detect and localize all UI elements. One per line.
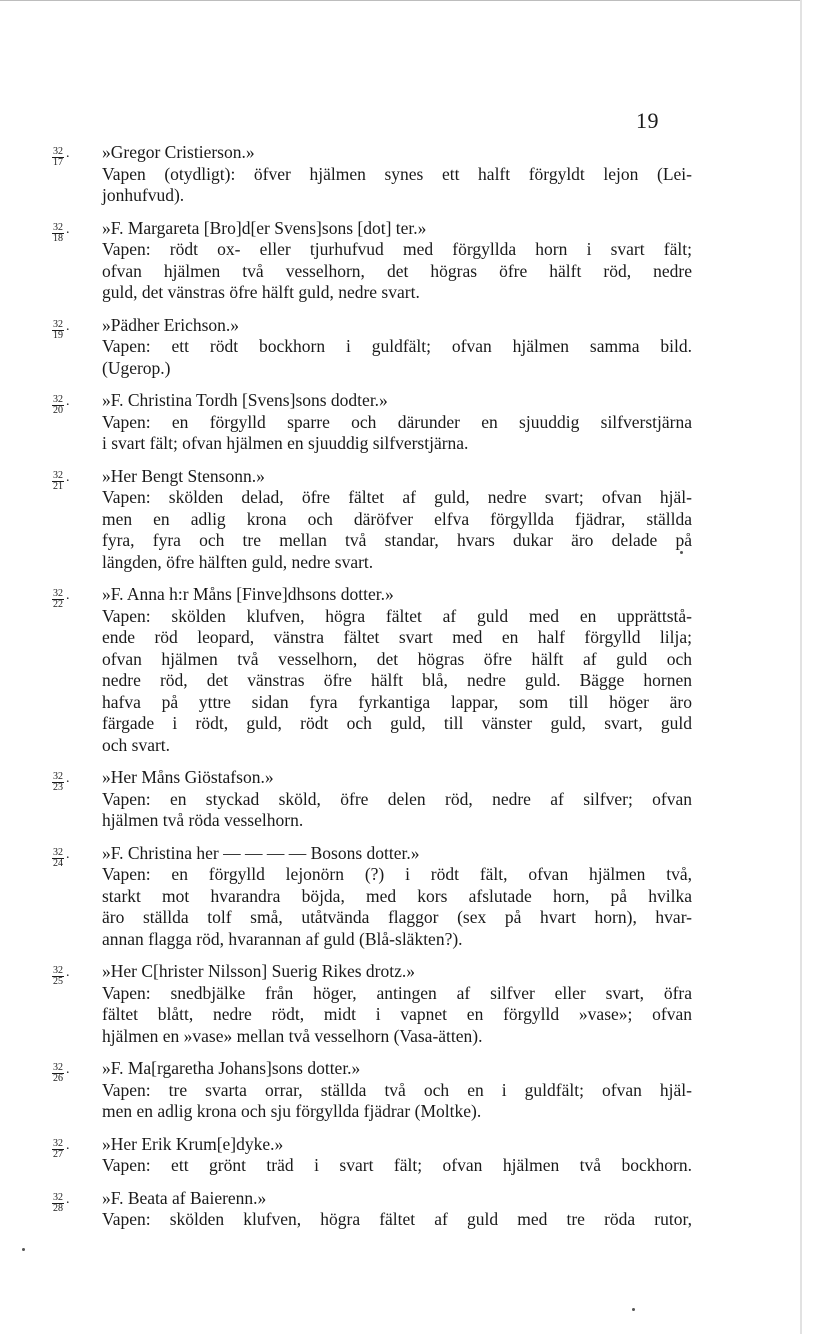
page-number: 19	[636, 108, 659, 133]
entry-number-fraction	[52, 966, 64, 987]
entry-number-fraction	[52, 223, 64, 244]
entry-number-dot: .	[66, 146, 70, 161]
entry-description-line: Vapen (otydligt): öfver hjälmen synes ett halft förgyldt lejon (Lei-	[102, 163, 692, 184]
page-top-edge	[0, 0, 800, 1]
entry-number-dot: .	[66, 318, 70, 334]
entry-number-dot: .	[66, 1191, 70, 1207]
entry-number	[52, 1188, 102, 1231]
entry-number-top: 32	[53, 318, 63, 330]
entry-description-line: i svart fält; ofvan hjälmen en sjuuddig silfverstjärna.	[102, 433, 469, 453]
entry-number-bottom: 21	[53, 480, 63, 492]
entry-body	[102, 1134, 692, 1177]
entry-number	[52, 1058, 102, 1123]
entry-number-dot: .	[66, 469, 70, 485]
entry-number	[52, 843, 102, 951]
entry-description-line: Vapen: skölden klufven, högra fältet af guld med en upprättstå-	[102, 605, 692, 626]
entry-number-top: 32	[53, 771, 63, 782]
entry-number-fraction	[52, 1139, 64, 1160]
entry-body	[102, 315, 692, 380]
entry-number-fraction	[52, 395, 64, 416]
page-right-edge	[800, 0, 802, 1334]
entry-number-bottom: 28	[53, 1202, 63, 1214]
entry-list	[52, 142, 692, 1242]
catalog-entry	[52, 1134, 692, 1177]
catalog-entry	[52, 142, 692, 207]
stray-mark	[22, 1248, 25, 1251]
catalog-entry	[52, 843, 692, 951]
entry-number-top: 32	[53, 965, 63, 976]
entry-number-fraction	[52, 147, 64, 168]
entry-title: »F. Margareta [Bro]d[er Svens]sons [dot] ter.»	[102, 217, 427, 238]
entry-number-fraction	[52, 848, 64, 869]
entry-number-top: 32	[53, 146, 63, 157]
entry-number-fraction	[52, 1193, 64, 1214]
catalog-entry	[52, 315, 692, 380]
entry-body	[102, 843, 692, 951]
entry-description-line: hjälmen en »vase» mellan två vesselhorn (Vasa-ätten).	[102, 1025, 483, 1046]
entry-description-line: längden, öfre hälften guld, nedre svart.	[102, 551, 374, 572]
catalog-entry	[52, 584, 692, 756]
entry-number-bottom: 18	[53, 232, 63, 244]
entry-number	[52, 466, 102, 574]
entry-description-line: jonhufvud).	[102, 185, 185, 205]
entry-body	[102, 218, 692, 304]
entry-number-bottom: 20	[53, 405, 63, 416]
entry-title: »F. Christina Tordh [Svens]sons dodter.»	[102, 390, 388, 410]
entry-description-line: men en adlig krona och däröfver elfva förgyllda fjädrar, ställda	[102, 508, 692, 529]
catalog-entry	[52, 218, 692, 304]
entry-number	[52, 142, 102, 207]
entry-description-line: Vapen: skölden delad, öfre fältet af guld, nedre svart; ofvan hjäl-	[102, 487, 692, 507]
entry-description-line: Vapen: en förgylld lejonörn (?) i rödt fält, ofvan hjälmen två,	[102, 864, 692, 884]
entry-number-dot: .	[66, 394, 70, 409]
entry-number-dot: .	[66, 1062, 70, 1077]
entry-description-line: Vapen: rödt ox- eller tjurhufvud med förgyllda horn i svart fält;	[102, 239, 692, 259]
entry-title: »F. Ma[rgaretha Johans]sons dotter.»	[102, 1058, 361, 1078]
entry-description-line: färgade i rödt, guld, rödt och guld, till vänster guld, svart, guld	[102, 713, 692, 733]
entry-body	[102, 1188, 692, 1231]
entry-description-line: Vapen: snedbjälke från höger, antingen af silfver eller svart, öfra	[102, 982, 692, 1003]
entry-number-dot: .	[66, 771, 70, 786]
entry-number-bottom: 27	[53, 1148, 63, 1160]
entry-body	[102, 767, 692, 832]
entry-number-fraction	[52, 589, 64, 610]
entry-description-line: hafva på yttre sidan fyra fyrkantiga lappar, som till höger äro	[102, 691, 692, 712]
entry-description-line: Vapen: tre svarta orrar, ställda två och en i guldfält; ofvan hjäl-	[102, 1079, 692, 1100]
entry-number	[52, 767, 102, 832]
entry-description-line: äro ställda tolf små, utåtvända flaggor (sex på hvart horn), hvar-	[102, 907, 692, 927]
entry-body	[102, 1058, 692, 1123]
entry-number-top: 32	[53, 588, 63, 599]
entry-title: »Her C[hrister Nilsson] Suerig Rikes drotz.»	[102, 961, 416, 981]
entry-number-top: 32	[53, 1062, 63, 1073]
entry-number-bottom: 26	[53, 1073, 63, 1084]
catalog-entry	[52, 767, 692, 832]
entry-title: »Her Bengt Stensonn.»	[102, 465, 265, 486]
entry-number	[52, 315, 102, 380]
entry-number-top: 32	[53, 394, 63, 405]
entry-description-line: (Ugerop.)	[102, 357, 171, 378]
entry-number-top: 32	[53, 469, 63, 481]
entry-description-line: starkt mot hvarandra böjda, med kors afslutade horn, på hvilka	[102, 885, 692, 906]
entry-description-line: ofvan hjälmen två vesselhorn, det högras öfre hälft af guld och	[102, 648, 692, 669]
entry-body	[102, 961, 692, 1047]
entry-number	[52, 584, 102, 756]
catalog-entry	[52, 466, 692, 574]
entry-number-dot: .	[66, 588, 70, 603]
entry-title: »Gregor Cristierson.»	[102, 142, 255, 162]
entry-description-line: men en adlig krona och sju förgyllda fjädrar (Moltke).	[102, 1101, 482, 1121]
entry-number-top: 32	[53, 846, 63, 858]
entry-number-bottom: 17	[53, 157, 63, 168]
entry-number	[52, 1134, 102, 1177]
stray-mark	[680, 551, 683, 554]
entry-body	[102, 142, 692, 207]
entry-title: »F. Christina her — — — — Bosons dotter.»	[102, 842, 420, 863]
entry-description-line: och svart.	[102, 734, 171, 755]
entry-number-bottom: 22	[53, 599, 63, 610]
stray-mark	[632, 1308, 635, 1311]
entry-number-bottom: 23	[53, 782, 63, 793]
entry-title: »Her Erik Krum[e]dyke.»	[102, 1133, 284, 1154]
entry-number-bottom: 19	[53, 329, 63, 341]
entry-body	[102, 466, 692, 574]
entry-number-dot: .	[66, 1137, 70, 1153]
entry-title: »F. Beata af Baierenn.»	[102, 1187, 267, 1208]
catalog-entry	[52, 961, 692, 1047]
entry-number	[52, 961, 102, 1047]
entry-number-fraction	[52, 772, 64, 793]
catalog-entry	[52, 1188, 692, 1231]
entry-title: »Her Måns Giöstafson.»	[102, 767, 274, 787]
entry-description-line: ofvan hjälmen två vesselhorn, det högras öfre hälft röd, nedre	[102, 260, 692, 281]
entry-description-line: ende röd leopard, vänstra fältet svart med en half förgylld lilja;	[102, 627, 692, 647]
catalog-entry	[52, 390, 692, 455]
entry-number-dot: .	[66, 846, 70, 862]
entry-number-top: 32	[53, 1137, 63, 1149]
entry-description-line: Vapen: en förgylld sparre och därunder en sjuuddig silfverstjärna	[102, 411, 692, 432]
entry-number-bottom: 25	[53, 976, 63, 987]
entry-body	[102, 584, 692, 756]
entry-description-line: Vapen: en styckad sköld, öfre delen röd, nedre af silfver; ofvan	[102, 788, 692, 809]
entry-description-line: fyra, fyra och tre mellan två standar, hvars dukar äro delade på	[102, 530, 692, 550]
entry-number	[52, 218, 102, 304]
entry-number-top: 32	[53, 221, 63, 233]
entry-number-dot: .	[66, 221, 70, 237]
entry-description-line: Vapen: ett grönt träd i svart fält; ofvan hjälmen två bockhorn.	[102, 1155, 692, 1175]
entry-description-line: annan flagga röd, hvarannan af guld (Blå-släkten?).	[102, 928, 463, 949]
entry-number-dot: .	[66, 965, 70, 980]
entry-number-fraction	[52, 320, 64, 341]
entry-number-bottom: 24	[53, 857, 63, 869]
entry-number-fraction	[52, 1063, 64, 1084]
entry-description-line: nedre röd, det vänstras öfre hälft blå, nedre guld. Bägge hornen	[102, 670, 692, 690]
entry-description-line: fältet blått, nedre rödt, midt i vapnet en förgylld »vase»; ofvan	[102, 1004, 692, 1024]
entry-body	[102, 390, 692, 455]
entry-description-line: guld, det vänstras öfre hälft guld, nedre svart.	[102, 282, 420, 302]
catalog-entry	[52, 1058, 692, 1123]
entry-title: »F. Anna h:r Måns [Finve]dhsons dotter.»	[102, 584, 394, 604]
entry-number-fraction	[52, 471, 64, 492]
entry-description-line: hjälmen två röda vesselhorn.	[102, 810, 304, 830]
entry-description-line: Vapen: ett rödt bockhorn i guldfält; ofvan hjälmen samma bild.	[102, 336, 692, 356]
entry-description-line: Vapen: skölden klufven, högra fältet af guld med tre röda rutor,	[102, 1209, 692, 1229]
entry-number-top: 32	[53, 1191, 63, 1203]
entry-title: »Pädher Erichson.»	[102, 314, 240, 335]
entry-number	[52, 390, 102, 455]
